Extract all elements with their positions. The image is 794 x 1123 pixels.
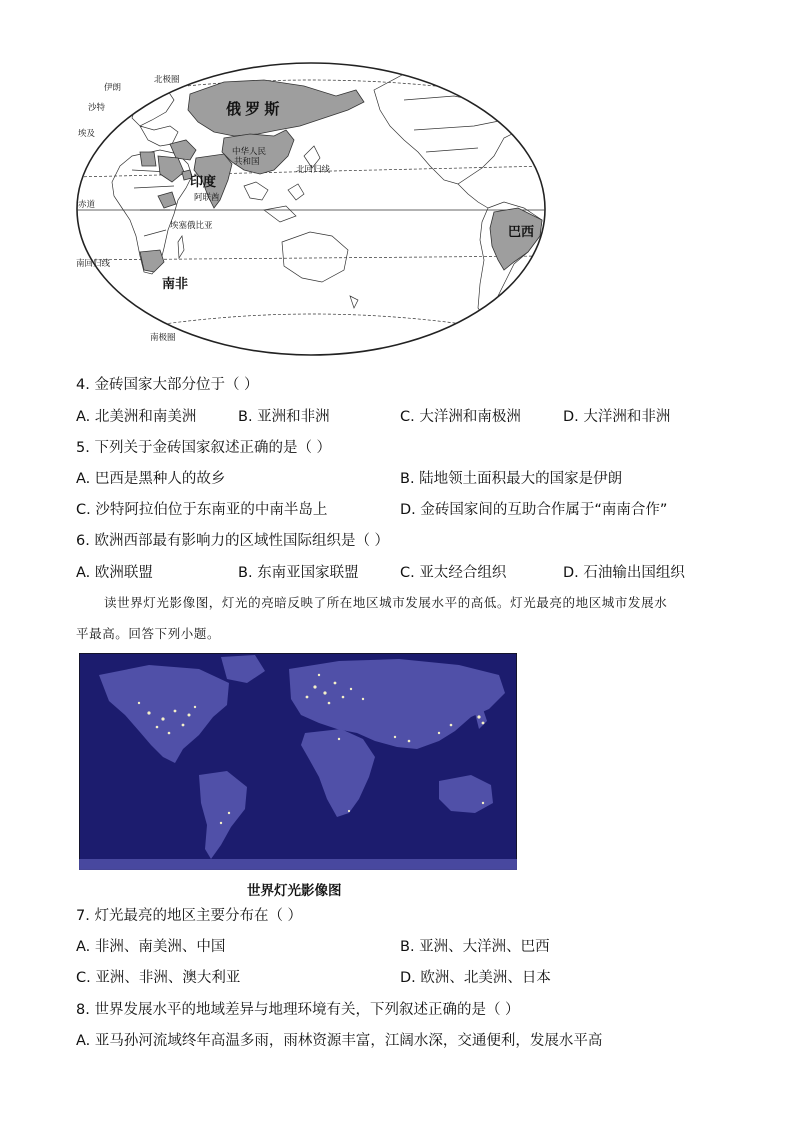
q7-option-c[interactable]: C. 亚洲、非洲、澳大利亚: [76, 970, 241, 986]
q6-stem: 6. 欧洲西部最有影响力的区域性国际组织是（ ）: [76, 533, 390, 549]
label-antarctic: 南极圈: [150, 332, 176, 342]
q6-option-d[interactable]: D. 石油输出国组织: [563, 565, 685, 581]
label-tropic-cancer: 北回归线: [296, 164, 331, 174]
label-brazil: 巴西: [508, 224, 535, 239]
q4-option-c[interactable]: C. 大洋洲和南极洲: [400, 409, 521, 425]
q6-option-b[interactable]: B. 东南亚国家联盟: [238, 565, 359, 581]
q7-option-a[interactable]: A. 非洲、南美洲、中国: [76, 939, 226, 955]
q4-option-a[interactable]: A. 北美洲和南美洲: [76, 409, 197, 425]
label-egypt: 埃及: [78, 128, 96, 138]
world-night-lights-map: [79, 653, 517, 870]
intro-line-2: 平最高。回答下列小题。: [76, 626, 221, 641]
label-south-africa: 南非: [162, 276, 189, 291]
q8-option-a[interactable]: A. 亚马孙河流域终年高温多雨，雨林资源丰富，江阔水深，交通便利，发展水平高: [76, 1033, 603, 1049]
label-india: 印度: [190, 174, 217, 189]
egypt-region: [140, 152, 156, 166]
label-china-line2: 共和国: [234, 156, 260, 166]
q4-option-b[interactable]: B. 亚洲和非洲: [238, 409, 330, 425]
intro-line-1: 读世界灯光影像图，灯光的亮暗反映了所在地区城市发展水平的高低。灯光最亮的地区城市发展水: [104, 595, 668, 610]
q6-option-a[interactable]: A. 欧洲联盟: [76, 565, 153, 581]
label-ethiopia: 埃塞俄比亚: [170, 220, 213, 230]
q5-stem: 5. 下列关于金砖国家叙述正确的是（ ）: [76, 440, 332, 456]
q5-option-b[interactable]: B. 陆地领土面积最大的国家是伊朗: [400, 471, 623, 487]
q5-option-d[interactable]: D. 金砖国家间的互助合作属于“南南合作”: [400, 502, 668, 518]
q7-option-d[interactable]: D. 欧洲、北美洲、日本: [400, 970, 551, 986]
q7-option-b[interactable]: B. 亚洲、大洋洲、巴西: [400, 939, 550, 955]
q5-option-c[interactable]: C. 沙特阿拉伯位于东南亚的中南半岛上: [76, 502, 328, 518]
night-map-caption: 世界灯光影像图: [247, 883, 342, 899]
q4-stem: 4. 金砖国家大部分位于（ ）: [76, 377, 259, 393]
q7-stem: 7. 灯光最亮的地区主要分布在（ ）: [76, 908, 303, 924]
q5-option-a[interactable]: A. 巴西是黑种人的故乡: [76, 471, 226, 487]
label-china-line1: 中华人民: [232, 146, 267, 156]
brics-world-map: [74, 60, 548, 358]
label-tropic-capricorn: 南回归线: [76, 258, 111, 268]
antarctica-land: [79, 859, 517, 870]
label-uae: 阿联酋: [194, 192, 220, 202]
label-iran: 伊朗: [104, 82, 122, 92]
q6-option-c[interactable]: C. 亚太经合组织: [400, 565, 507, 581]
label-arctic: 北极圈: [154, 74, 180, 84]
q4-option-d[interactable]: D. 大洋洲和非洲: [563, 409, 671, 425]
q8-stem: 8. 世界发展水平的地域差异与地理环境有关，下列叙述正确的是（ ）: [76, 1002, 520, 1018]
label-equator: 赤道: [78, 199, 96, 209]
label-russia: 俄 罗 斯: [226, 101, 280, 118]
label-saudi: 沙特: [88, 102, 106, 112]
